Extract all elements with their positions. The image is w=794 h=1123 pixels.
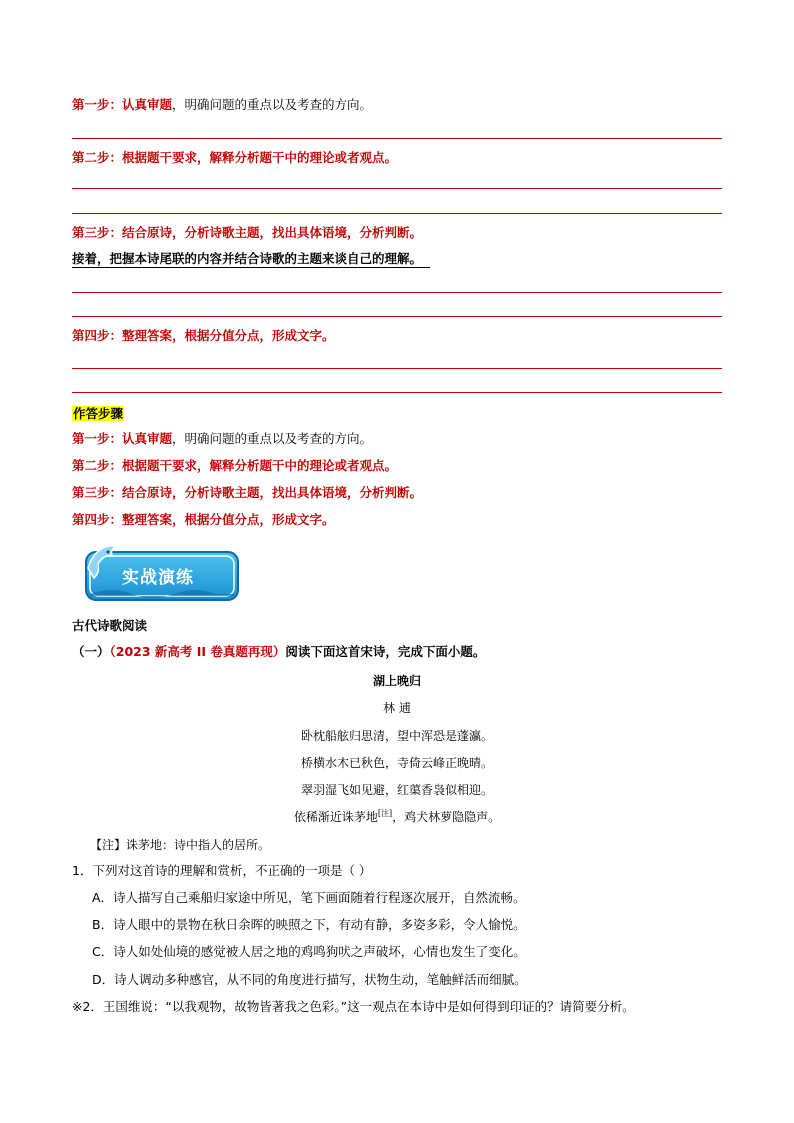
poem-title: 湖上晚归 <box>372 674 421 688</box>
answer-step1 <box>72 431 372 447</box>
answer-step1-label: 第一步：认真审题 <box>72 431 173 446</box>
poem-author: 林 逋 <box>383 701 411 715</box>
poem-line: 卧枕船舷归思清，望中浑恐是蓬瀛。 <box>300 729 493 743</box>
poem-note-marker: [注] <box>377 809 393 818</box>
top-step1-label: 第一步：认真审题 <box>72 97 173 112</box>
top-step1-rest: ，明确问题的重点以及考查的方向。 <box>172 97 373 112</box>
part1-heading <box>72 644 485 660</box>
answer-line <box>72 392 722 393</box>
question2-stem: ※2．王国维说：“以我观物，故物皆著我之色彩。”这一观点在本诗中是如何得到印证的？请简要分析。 <box>72 999 635 1014</box>
question1-option-d: D．诗人调动多种感官，从不同的角度进行描写，状物生动，笔触鲜活而细腻。 <box>92 972 527 987</box>
answer-line <box>72 138 722 139</box>
question1-stem: 1．下列对这首诗的理解和赏析，不正确的一项是（ ） <box>72 863 372 878</box>
answer-line <box>72 188 722 189</box>
banner-label: 实战演练 <box>122 568 194 588</box>
top-step4: 第四步：整理答案，根据分值分点，形成文字。 <box>72 328 335 343</box>
answer-step2: 第二步：根据题干要求，解释分析题干中的理论或者观点。 <box>72 458 398 473</box>
section-title: 古代诗歌阅读 <box>72 618 148 633</box>
poem-line: 依稀渐近诛茅地[注]，鸡犬林萝隐隐声。 <box>293 809 501 824</box>
part1-prefix: （一） <box>72 644 110 659</box>
top-step2: 第二步：根据题干要求，解释分析题干中的理论或者观点。 <box>72 150 398 165</box>
answer-step3: 第三步：结合原诗，分析诗歌主题，找出具体语境，分析判断。 <box>72 485 423 500</box>
top-step3: 第三步：结合原诗，分析诗歌主题，找出具体语境，分析判断。 <box>72 225 423 240</box>
question1-option-c: C．诗人如处仙境的感觉被人居之地的鸡鸣狗吠之声破坏，心情也发生了变化。 <box>92 944 526 959</box>
answer-line <box>72 292 722 293</box>
question1-option-a: A．诗人描写自己乘船归家途中所见，笔下画面随着行程逐次展开，自然流畅。 <box>92 890 526 905</box>
question1-option-b: B．诗人眼中的景物在秋日余晖的映照之下，有动有静，多姿多彩，令人愉悦。 <box>92 917 526 932</box>
answer-line <box>72 368 722 369</box>
practice-banner <box>82 538 242 604</box>
top-step1 <box>72 97 372 113</box>
answer-step4: 第四步：整理答案，根据分值分点，形成文字。 <box>72 512 335 527</box>
poem-annotation: 【注】诛茅地：诗中指人的居所。 <box>90 838 271 852</box>
answer-step1-rest: ，明确问题的重点以及考查的方向。 <box>172 431 373 446</box>
poem-line: 桥横水木已秋色，寺倚云峰正晚晴。 <box>300 756 493 770</box>
answer-line <box>72 316 722 317</box>
poem-line: 翠羽湿飞如见避，红蕖香袅似相迎。 <box>300 783 493 797</box>
top-step3-note: 接着，把握本诗尾联的内容并结合诗歌的主题来谈自己的理解。 <box>72 251 430 268</box>
part1-source: （2023 新高考 II 卷真题再现） <box>109 644 286 659</box>
answer-line <box>72 213 722 214</box>
answer-steps-heading: 作答步骤 <box>73 406 124 421</box>
part1-instruction: 阅读下面这首宋诗，完成下面小题。 <box>285 644 486 659</box>
